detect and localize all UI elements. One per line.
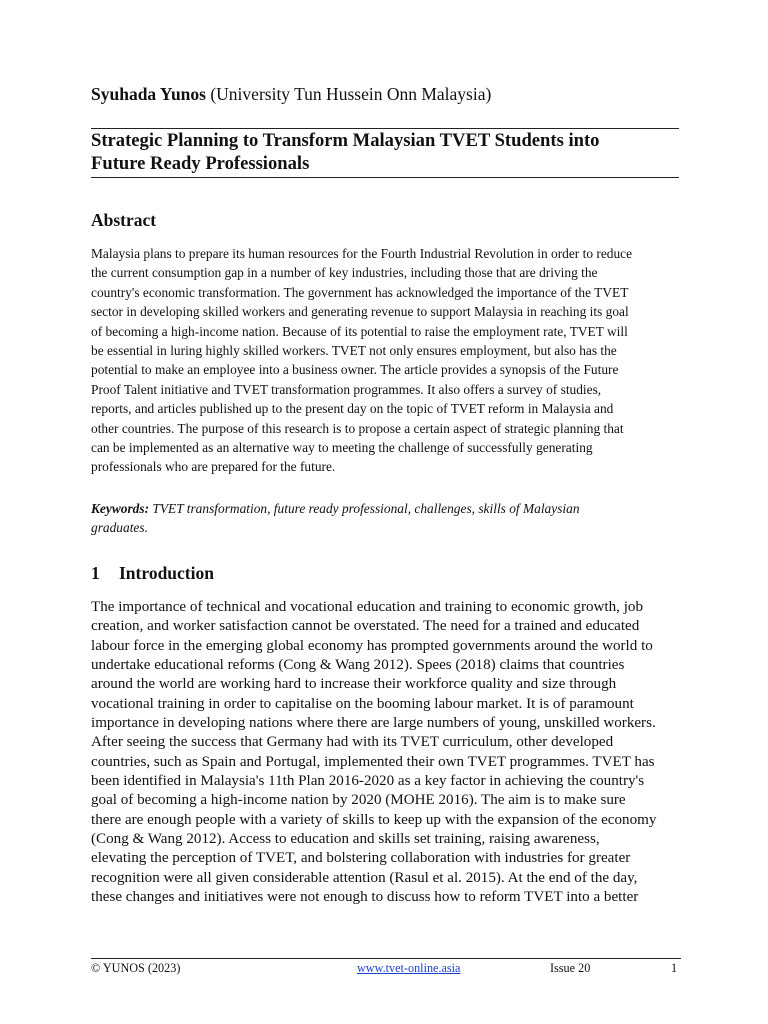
intro-line: these changes and initiatives were not enough to discuss how to reform TVET into a better — [91, 889, 639, 906]
abstract-line: other countries. The purpose of this research is to propose a certain aspect of strategic planning that — [91, 420, 624, 436]
abstract-line: of becoming a high-income nation. Because of its potential to raise the employment rate, TVET will — [91, 323, 628, 339]
keywords-text: TVET transformation, future ready professional, challenges, skills of Malaysian — [152, 501, 580, 516]
intro-line: importance in developing nations where there are large numbers of young, unskilled workers. — [91, 715, 656, 732]
footer-website-link[interactable]: www.tvet-online.asia — [357, 961, 461, 975]
author-line — [91, 84, 491, 105]
footer-rule — [91, 958, 681, 959]
keywords — [91, 499, 681, 538]
intro-line: around the world are working hard to increase their workforce quality and size through — [91, 676, 617, 693]
abstract-line: Proof Talent initiative and TVET transformation programmes. It also offers a survey of studies, — [91, 381, 602, 397]
keywords-line — [91, 499, 681, 518]
abstract-line: potential to make an employee into a business owner. The article provides a synopsis of the Future — [91, 362, 619, 378]
abstract-line: sector in developing skilled workers and generating revenue to support Malaysia in reaching its goal — [91, 304, 629, 320]
intro-line: goal of becoming a high-income nation by 2020 (MOHE 2016). The aim is to make sure — [91, 792, 626, 809]
intro-line: elevating the perception of TVET, and bolstering collaboration with industries for greater — [91, 850, 631, 867]
keywords-line: graduates. — [91, 520, 148, 536]
abstract-line: be essential in luring highly skilled workers. TVET not only ensures employment, but also has the — [91, 343, 617, 359]
intro-line: undertake educational reforms (Cong & Wang 2012). Spees (2018) claims that countries — [91, 657, 625, 674]
abstract-heading: Abstract — [91, 210, 157, 230]
footer-copyright: © YUNOS (2023) — [91, 961, 181, 975]
abstract-line: professionals who are prepared for the future. — [91, 459, 336, 475]
abstract-line: Malaysia plans to prepare its human resources for the Fourth Industrial Revolution in order to reduce — [91, 246, 633, 261]
intro-line: vocational training in order to capitalise on the booming labour market. It is of paramount — [91, 695, 634, 712]
abstract-line: country's economic transformation. The government has acknowledged the importance of the TVET — [91, 284, 629, 300]
section-number: 1 — [91, 563, 100, 583]
paper-title — [91, 129, 681, 175]
abstract-text — [91, 244, 681, 477]
author-name: Syuhada Yunos — [91, 84, 206, 104]
intro-line: After seeing the success that Germany had with its TVET curriculum, other developed — [91, 734, 614, 751]
section-title: Introduction — [119, 563, 214, 583]
footer-issue: Issue 20 — [550, 961, 591, 975]
title-line: Strategic Planning to Transform Malaysian TVET Students into — [91, 130, 600, 151]
introduction-text — [91, 598, 681, 908]
intro-line: countries, such as Spain and Portugal, implemented their own TVET programmes. TVET has — [91, 753, 655, 770]
title-line: Future Ready Professionals — [91, 153, 310, 174]
intro-line: creation, and worker satisfaction cannot be overstated. The need for a trained and educated — [91, 618, 640, 635]
introduction-heading — [91, 563, 214, 584]
intro-line: recognition were all given considerable attention (Rasul et al. 2015). At the end of the day, — [91, 869, 638, 886]
abstract-line: the current consumption gap in a number of key industries, including those that are driving the — [91, 265, 598, 281]
keywords-label: Keywords: — [91, 501, 150, 516]
intro-line: there are enough people with a variety of skills to keep up with the expansion of the economy — [91, 811, 657, 828]
intro-line: been identified in Malaysia's 11th Plan 2016-2020 as a key factor in achieving the country's — [91, 773, 645, 790]
intro-line: The importance of technical and vocational education and training to economic growth, job — [91, 599, 643, 615]
abstract-line: reports, and articles published up to the present day on the topic of TVET reform in Malaysia and — [91, 401, 614, 417]
intro-line: (Cong & Wang 2012). Access to education and skills set training, raising awareness, — [91, 831, 600, 848]
intro-line: labour force in the emerging global economy has prompted governments around the world to — [91, 637, 653, 654]
title-bottom-rule — [91, 177, 679, 178]
author-affiliation: (University Tun Hussein Onn Malaysia) — [210, 84, 492, 104]
footer-page-number: 1 — [671, 961, 678, 975]
abstract-line: can be implemented as an alternative way to meeting the challenge of successfully generating — [91, 440, 593, 456]
